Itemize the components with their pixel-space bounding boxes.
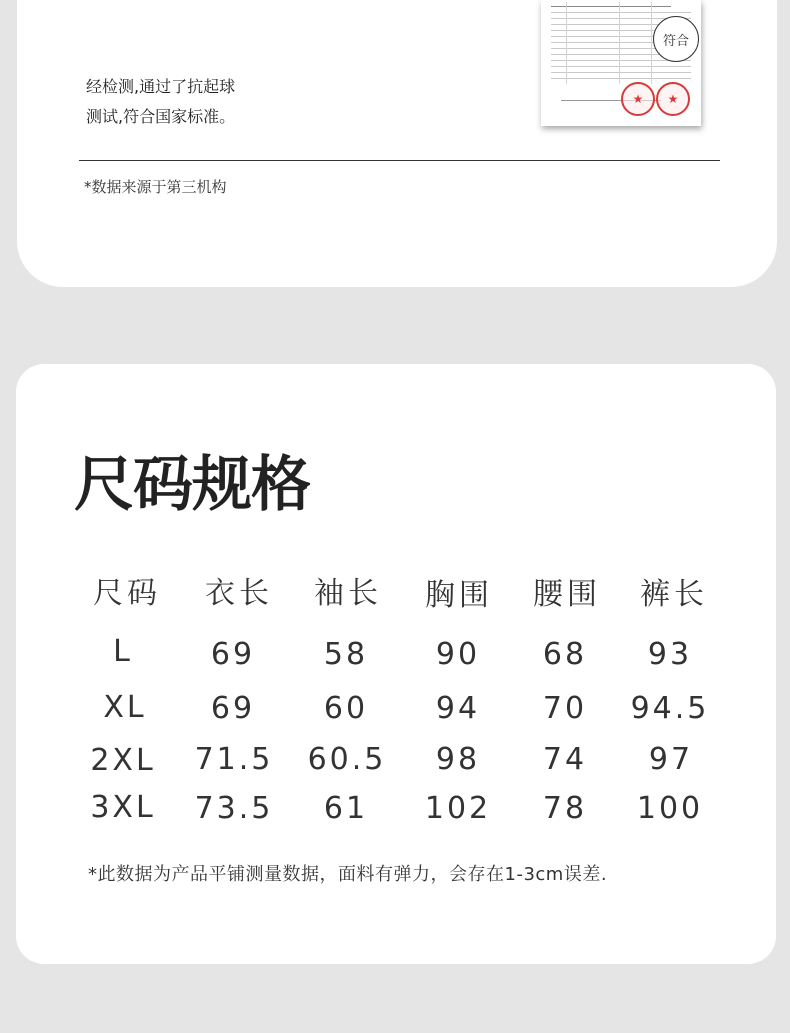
cell-pants-length: 100 bbox=[636, 791, 704, 826]
red-stamp-icon: ★ bbox=[656, 82, 690, 116]
test-result-text bbox=[86, 72, 235, 132]
cell-chest: 94 bbox=[435, 691, 481, 726]
header-size: 尺码 bbox=[93, 576, 161, 611]
cell-size: 3XL bbox=[90, 790, 156, 825]
test-result-line-1: 经检测,通过了抗起球 bbox=[86, 77, 236, 96]
cell-size: L bbox=[113, 634, 133, 669]
red-stamp-icon: ★ bbox=[621, 82, 655, 116]
cell-pants-length: 94.5 bbox=[630, 691, 710, 726]
measurement-footnote: *此数据为产品平铺测量数据，面料有弹力，会存在1-3cm误差. bbox=[88, 864, 608, 885]
header-length: 衣长 bbox=[205, 576, 273, 611]
cell-waist: 68 bbox=[542, 637, 588, 672]
cell-length: 73.5 bbox=[194, 791, 274, 826]
cell-waist: 78 bbox=[542, 791, 588, 826]
cell-sleeve: 60 bbox=[323, 691, 369, 726]
cell-length: 71.5 bbox=[194, 742, 274, 777]
cell-length: 69 bbox=[210, 637, 256, 672]
cell-size: XL bbox=[103, 690, 147, 725]
test-result-line-2: 测试,符合国家标准。 bbox=[86, 107, 236, 126]
cell-sleeve: 61 bbox=[323, 791, 369, 826]
source-note: *数据来源于第三机构 bbox=[84, 178, 227, 196]
cell-chest: 98 bbox=[435, 742, 481, 777]
cell-chest: 102 bbox=[424, 791, 492, 826]
size-chart-title: 尺码规格 bbox=[74, 450, 310, 520]
cell-waist: 74 bbox=[542, 742, 588, 777]
cell-pants-length: 93 bbox=[647, 637, 693, 672]
divider bbox=[79, 160, 720, 161]
compliance-badge: 符合 bbox=[653, 16, 699, 62]
header-chest: 胸围 bbox=[425, 578, 493, 613]
header-pants-length: 裤长 bbox=[640, 577, 708, 612]
header-sleeve: 袖长 bbox=[314, 576, 382, 611]
cell-size: 2XL bbox=[90, 743, 156, 778]
cell-length: 69 bbox=[210, 691, 256, 726]
cell-pants-length: 97 bbox=[648, 742, 694, 777]
cell-sleeve: 58 bbox=[323, 637, 369, 672]
header-waist: 腰围 bbox=[533, 577, 601, 612]
cell-waist: 70 bbox=[542, 691, 588, 726]
cell-sleeve: 60.5 bbox=[307, 742, 387, 777]
cell-chest: 90 bbox=[435, 637, 481, 672]
